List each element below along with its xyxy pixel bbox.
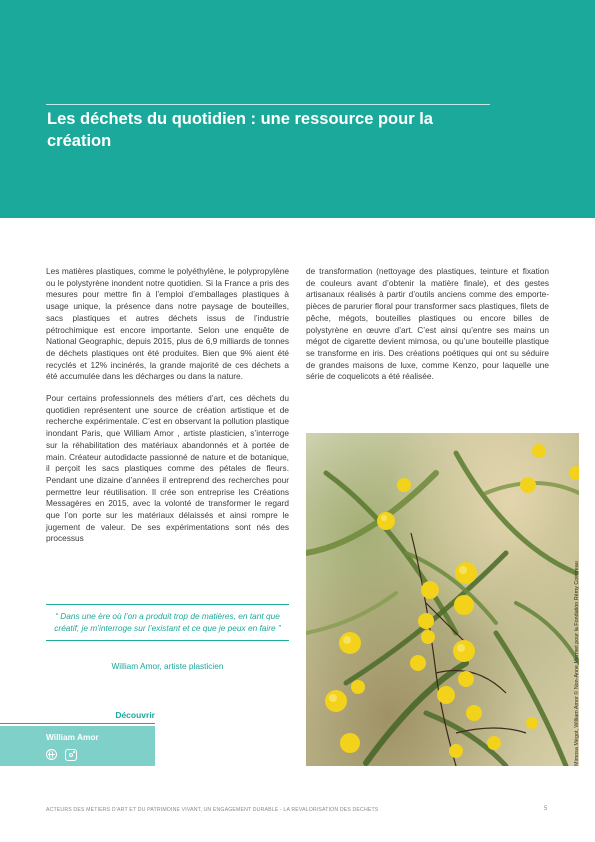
mimosa-photo (306, 433, 579, 766)
paragraph: de transformation (nettoyage des plastiques, teinture et fixation de couleurs avant d’obtenir la matière finale), et des gestes artisanaux réalisés à partir d’outils anciens comme des emporte-pièces de parurier floral pour transformer sacs plastiques, filets de pêche, mégots, bouteilles plastiques ou encore billes de polystyrène en œuvre d’art. C’est ainsi qu’entre ses mains un mégot de cigarette devient mimosa, ou qu’une bouteille plastique se transforme en iris. Des créations poétiques qui ont su séduire de grandes maisons de luxe, comme Kenzo, pour laquelle une série de coquelicots a été réalisée. (306, 266, 549, 382)
paragraph: Les matières plastiques, comme le polyéthylène, le polypropylène ou le polystyrène inondent notre quotidien. Si la France a pris des mesures pour mettre fin à l’emploi d’emballages plastiques à usage unique, la présence dans notre paysage de bouteilles, sacs plastiques et autres déchets issus de l’industrie pétrochimique est encore importante. Selon une enquête de National Geographic, depuis 2015, plus de 6,9 milliards de tonnes de déchets plastiques ont été produites. Bien que 9% aient été recyclés et 12% incinérés, la grande majorité de ces déchets a été accumulée dans les décharges ou dans la nature. (46, 266, 289, 382)
left-column (46, 266, 289, 555)
mimosa-illustration (306, 433, 579, 766)
page-number: 5 (544, 806, 548, 812)
header-rule (46, 104, 490, 105)
discover-box (0, 726, 155, 766)
header-banner (0, 0, 595, 218)
right-column (306, 266, 549, 393)
website-icon[interactable] (46, 749, 57, 760)
quote-author: William Amor, artiste plasticien (111, 661, 224, 671)
discover-name: William Amor (46, 732, 99, 742)
pull-quote (46, 604, 289, 641)
paragraph: Pour certains professionnels des métiers d’art, ces déchets du quotidien représentent une source de création artistique et de recherche expérimentale. C’est en observant la pollution plastique inondant Paris, que William Amor , artiste plasticien, s’interroge sur la réhabilitation des matériaux abandonnés et à portée de main. Créateur autodidacte passionné de nature et de botanique, il perçoit les sacs plastiques comme des pétales de fleurs. Pendant une dizaine d’années il entreprend des recherches pour permettre leur réutilisation. Il crée son entreprise les Créations Messagères en 2015, avec la volonté de transformer le regard que l’on porte sur les matériaux délaissés et ainsi rompre le jugement de valeur. De ses expérimentations sont nés des processus (46, 393, 289, 544)
quote-text: “ Dans une ère où l’on a produit trop de matières, en tant que créatif, je m’interroge sur l’existant et ce que je peux en faire ” (54, 611, 281, 633)
discover-label: Découvrir (115, 710, 155, 720)
discover-rule (0, 723, 155, 724)
instagram-icon[interactable] (65, 749, 77, 761)
footer-text: ACTEURS DES METIERS D’ART ET DU PATRIMOINE VIVANT, UN ENGAGEMENT DURABLE - LA REVALORISATION DES DECHETS (46, 807, 379, 813)
photo-credit: Mimosa Mégot, William Amor © Non-Anne Mermet pour la Fondation Rémy Cointreau (574, 561, 580, 766)
page-title: Les déchets du quotidien : une ressource pour la création (47, 110, 433, 150)
